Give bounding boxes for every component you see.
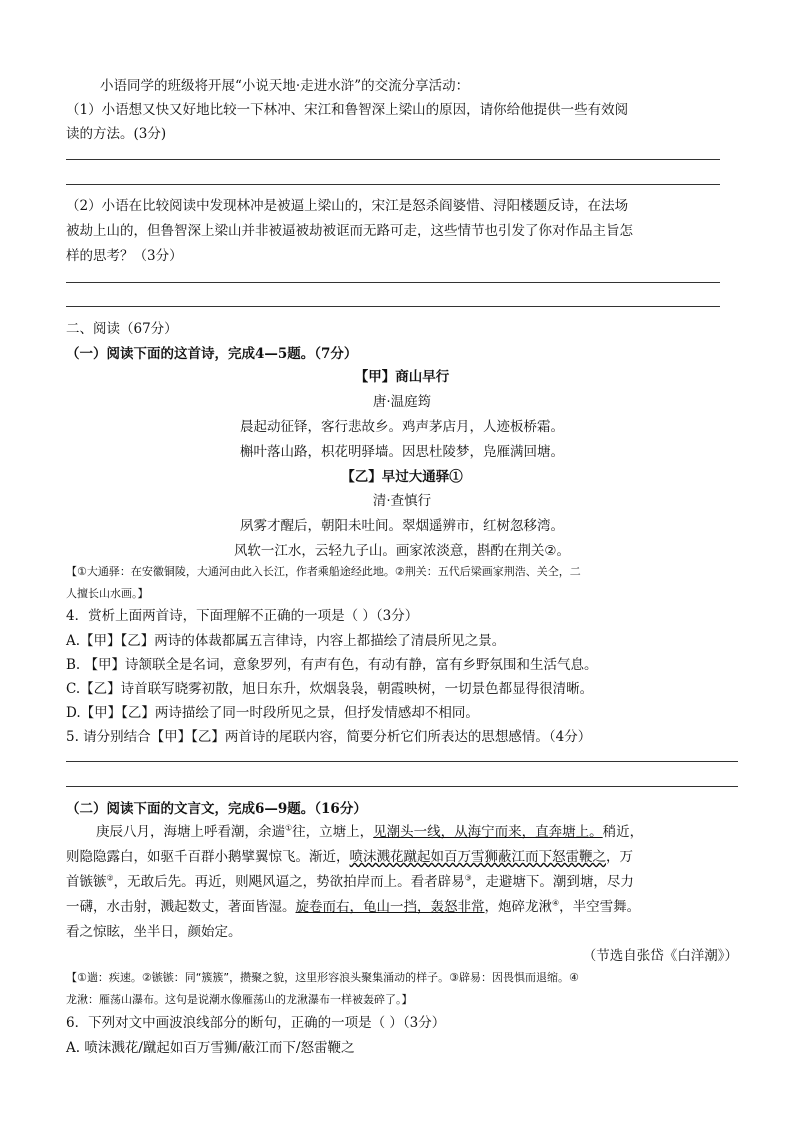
- classical-note-line-1: 【①遄：疾速。②镞镞：同“簇簇”，攒聚之貌，这里形容浪头聚集涌动的样子。③辟易：因畏惧而退缩。④: [66, 971, 579, 984]
- question-1-line-1: （1）小语想又快又好地比较一下林冲、宋江和鲁智深上梁山的原因，请你给他提供一些有效阅: [66, 102, 629, 118]
- poem-jia-line-2: 槲叶落山路，枳花明驿墙。因思杜陵梦，凫雁满回塘。: [240, 444, 564, 460]
- footnote-marker-1: ①: [285, 823, 293, 833]
- passage-source: （节选自张岱《白洋潮》）: [582, 948, 738, 964]
- passage-text: 则隐隐露白，如驱千百群小鹅擘翼惊飞。渐近，: [66, 849, 350, 865]
- wavy-underlined-sentence: 喷沫溅花蹴起如百万雪狮蔽江而下怒雷鞭之: [349, 849, 606, 865]
- footnote-marker-2: ②: [106, 873, 114, 883]
- question-5: 5. 请分别结合【甲】【乙】两首诗的尾联内容，简要分析它们所表达的思想感情。（4分）: [66, 729, 592, 745]
- underlined-sentence: 旋卷而右，龟山一挡，轰怒非常: [295, 899, 485, 915]
- poem-jia-title: 【甲】商山早行: [354, 369, 450, 385]
- question-4-stem: 4．赏析上面两首诗，下面理解不正确的一项是（ ）（3分）: [66, 608, 419, 624]
- question-4-option-b[interactable]: B. 【甲】诗颔联全是名词，意象罗列，有声有色，有动有静，富有乡野氛围和生活气息。: [66, 657, 598, 673]
- classical-section-heading: （二）阅读下面的文言文，完成6—9题。（16分）: [66, 801, 367, 817]
- passage-text: 庚辰八月，海塘上呼看潮，余遄: [96, 824, 285, 840]
- passage-text: 往，立塘上，: [292, 824, 374, 840]
- underlined-sentence: 见潮头一线，从海宁而来，直奔塘上。: [373, 824, 603, 840]
- question-4-option-c[interactable]: C.【乙】诗首联写晓雾初散，旭日东升，炊烟袅袅，朝霞映树，一切景色都显得很清晰。: [66, 681, 594, 697]
- question-2-line-1: （2）小语在比较阅读中发现林冲是被逼上梁山的，宋江是怒杀阎婆惜、浔阳楼题反诗，在法场: [66, 198, 629, 214]
- passage-line-4: [66, 895, 640, 915]
- passage-line-1: [96, 820, 643, 840]
- answer-line[interactable]: [66, 184, 720, 185]
- activity-intro: 小语同学的班级将开展“小说天地·走进水浒”的交流分享活动：: [100, 78, 470, 94]
- poem-yi-title: 【乙】早过大通驿①: [341, 469, 463, 485]
- poem-jia-author: 唐·温庭筠: [372, 394, 432, 410]
- passage-line-3: [66, 870, 634, 890]
- passage-text: 稍近，: [602, 824, 644, 840]
- passage-text: ，无敢后先。再近，则飓风逼之，势欲拍岸而上。看者辟易: [113, 874, 465, 890]
- poem-yi-line-1: 夙雾才醒后，朝阳未吐间。翠烟遥辨市，红树忽移湾。: [240, 518, 564, 534]
- footnote-marker-4: ④: [552, 898, 560, 908]
- passage-text: ，半空雪舞。: [559, 899, 641, 915]
- classical-note-line-2: 龙湫：雁荡山瀑布。这句是说潮水像雁荡山的龙湫瀑布一样被轰碎了。】: [66, 993, 413, 1006]
- question-6-stem: 6．下列对文中画波浪线部分的断句，正确的一项是（ ）（3分）: [66, 1015, 446, 1031]
- passage-line-5: 看之惊眩，坐半日，颜始定。: [66, 924, 242, 940]
- question-1-line-2: 读的方法。(3分): [66, 126, 167, 142]
- question-4-option-a[interactable]: A.【甲】【乙】两诗的体裁都属五言律诗，内容上都描绘了清晨所见之景。: [66, 633, 506, 649]
- question-2-line-2: 被劫上山的，但鲁智深上梁山并非被逼被劫被诓而无路可走，这些情节也引发了你对作品主旨怎: [66, 223, 633, 239]
- poem-note-line-1: 【①大通驿：在安徽铜陵，大通河由此入长江，作者乘船途经此地。②荆关：五代后梁画家荆浩、关仝，二: [66, 565, 581, 578]
- question-4-option-d[interactable]: D.【甲】【乙】两诗描绘了同一时段所见之景，但抒发情感却不相同。: [66, 705, 479, 721]
- section-heading: 二、阅读（67分）: [66, 321, 178, 337]
- passage-text: 首镞镞: [66, 874, 107, 890]
- answer-line[interactable]: [66, 786, 738, 787]
- passage-line-2: [66, 845, 633, 865]
- poem-jia-line-1: 晨起动征铎，客行悲故乡。鸡声茅店月，人迹板桥霜。: [240, 419, 564, 435]
- passage-text: ，炮碎龙湫: [484, 899, 552, 915]
- answer-line[interactable]: [66, 282, 720, 283]
- answer-line[interactable]: [66, 159, 720, 160]
- poem-note-line-2: 人擅长山水画。】: [66, 587, 149, 600]
- poem-yi-author: 清·查慎行: [372, 493, 432, 509]
- question-2-line-3: 样的思考？（3分）: [66, 248, 183, 264]
- question-6-option-a[interactable]: A. 喷沫溅花/蹴起如百万雪狮/蔽江而下/怒雷鞭之: [66, 1040, 355, 1056]
- passage-text: 一礴，水击射，溅起数丈，著面皆湿。: [66, 899, 296, 915]
- poem-yi-line-2: 风软一江水，云轻九子山。画家浓淡意，斟酌在荆关②。: [233, 543, 571, 559]
- answer-line[interactable]: [66, 761, 738, 762]
- passage-text: ，万: [606, 849, 633, 865]
- footnote-marker-3: ③: [464, 873, 472, 883]
- answer-line[interactable]: [66, 306, 720, 307]
- poem-section-heading: （一）阅读下面的这首诗，完成4—5题。（7分）: [66, 346, 358, 362]
- passage-text: ，走避塘下。潮到塘，尽力: [471, 874, 634, 890]
